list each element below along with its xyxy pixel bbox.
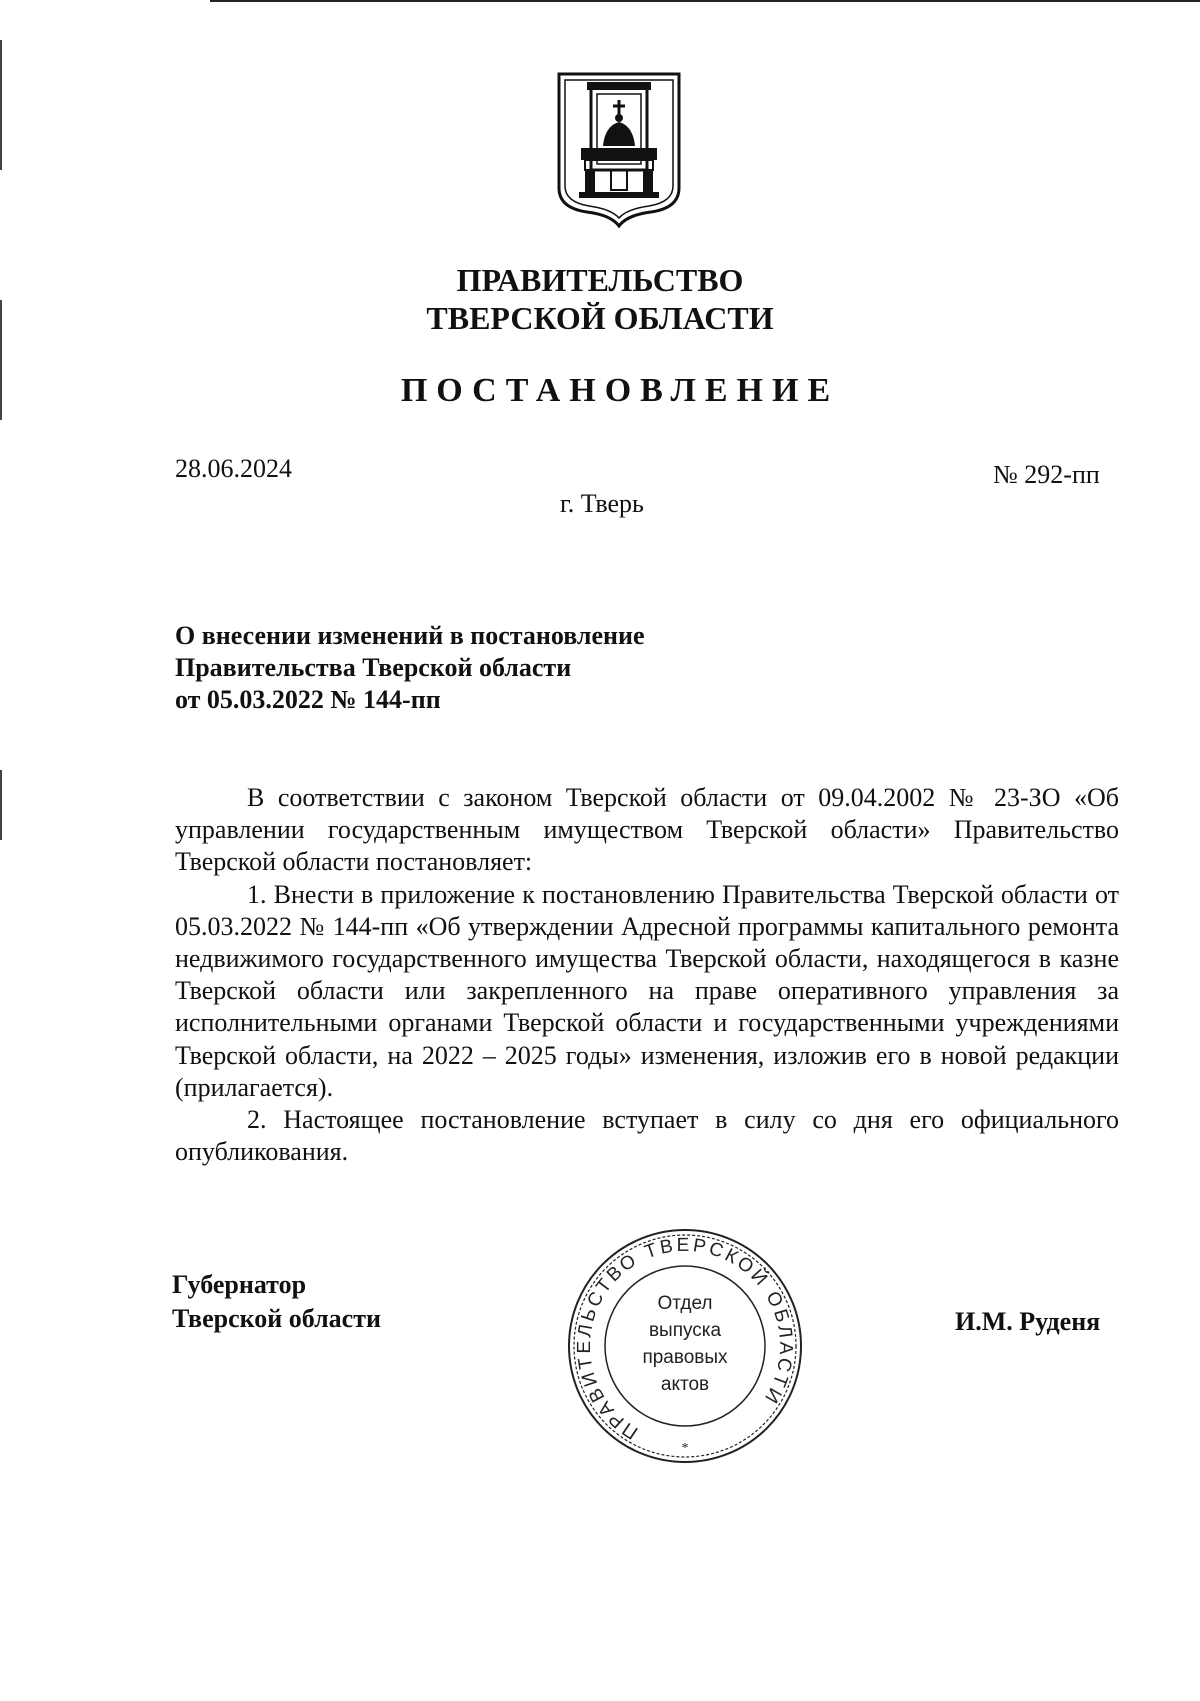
document-date: 28.06.2024 — [175, 454, 292, 483]
scan-edge-left-3 — [0, 770, 2, 840]
scan-border-top — [210, 0, 1200, 2]
stamp-center-line: Отдел — [657, 1293, 713, 1314]
signatory-title-line: Тверской области — [172, 1304, 381, 1333]
stamp-center-line: правовых — [642, 1347, 728, 1368]
stamp-ring-text: ПРАВИТЕЛЬСТВО ТВЕРСКОЙ ОБЛАСТИ — [574, 1234, 797, 1443]
government-name-line2: ТВЕРСКОЙ ОБЛАСТИ — [426, 300, 774, 336]
document-subject — [175, 620, 645, 716]
svg-text:*: * — [681, 1441, 689, 1456]
stamp-center-line: актов — [660, 1374, 710, 1395]
subject-line: Правительства Тверской области — [175, 653, 572, 682]
document-number: № 292-пп — [993, 460, 1100, 489]
signatory-title — [172, 1268, 381, 1336]
clause-2-paragraph: 2. Настоящее постановление вступает в силу со дня его официального опубликования. — [175, 1105, 1119, 1167]
stamp-center-text — [617, 1290, 753, 1398]
signatory-name: И.М. Руденя — [955, 1307, 1101, 1336]
subject-line: О внесении изменений в постановление — [175, 621, 645, 650]
signatory-title-line: Губернатор — [172, 1270, 307, 1299]
document-type-title: ПОСТАНОВЛЕНИЕ — [400, 372, 840, 409]
preamble-paragraph: В соответствии с законом Тверской области от 09.04.2002 № 23-ЗО «Об управлении государственным имуществом Тверской области» Правительство Тверской области постановляет: — [175, 783, 1119, 877]
document-body — [175, 782, 1119, 1168]
stamp-center-line: выпуска — [648, 1320, 722, 1341]
subject-line: от 05.03.2022 № 144-пп — [175, 685, 441, 714]
government-name-line1: ПРАВИТЕЛЬСТВО — [456, 262, 744, 298]
document-city: г. Тверь — [560, 489, 644, 518]
scan-edge-left-1 — [0, 40, 2, 170]
tver-coat-of-arms-icon — [555, 70, 683, 228]
clause-1-paragraph: 1. Внести в приложение к постановлению Правительства Тверской области от 05.03.2022 № 144-пп «Об утверждении Адресной программы капитального ремонта недвижимого государственного имущества Тверской области, находящегося в казне Тверской области или закрепленного на праве оперативного управления за исполнительными органами Тверской области и государственными учреждениями Тверской области, на 2022 – 2025 годы» изменения, изложив его в новой редакции (прилагается). — [175, 879, 1119, 1102]
